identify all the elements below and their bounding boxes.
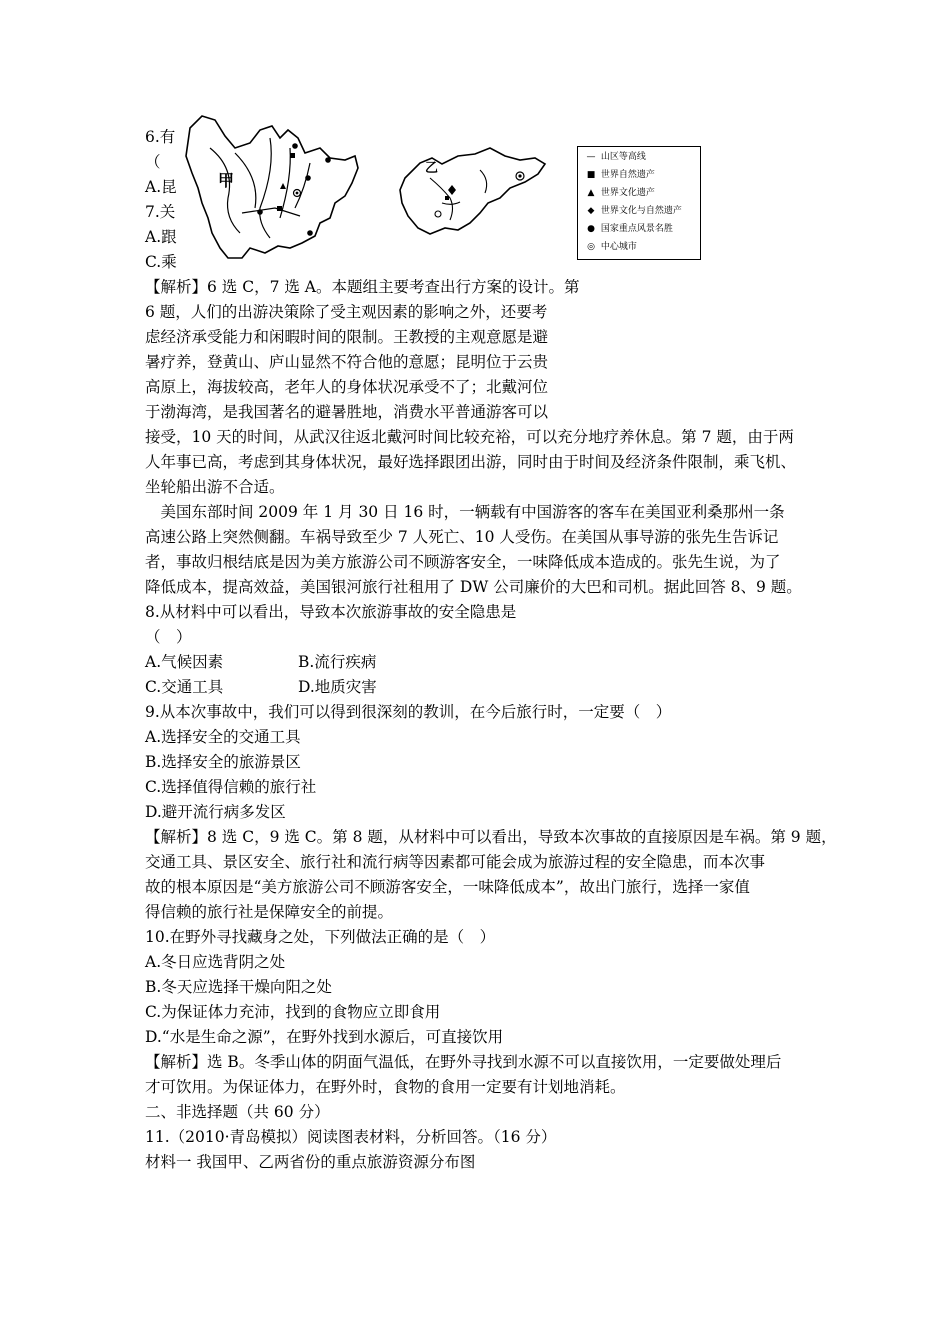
filled-circle-icon: ● [587, 224, 595, 234]
analysis-89-line-1: 【解析】8 选 C，9 选 C。第 8 题，从材料中可以看出，导致本次事故的直接原因是车祸。第 9 题， [145, 828, 837, 846]
map-legend [577, 146, 701, 260]
filled-square-icon: ■ [586, 170, 596, 180]
analysis-89-line-4: 得信赖的旅行社是保障安全的前提。 [145, 903, 394, 921]
q9-option-a: A.选择安全的交通工具 [145, 728, 301, 746]
material-1-caption: 材料一 我国甲、乙两省份的重点旅游资源分布图 [145, 1153, 476, 1171]
analysis-89-line-3: 故的根本原因是“美方旅游公司不顾游客安全，一味降低成本”，故出门旅行，选择一家值 [145, 878, 750, 896]
q10-option-a: A.冬日应选背阴之处 [145, 953, 286, 971]
legend-label: 世界文化遗产 [600, 188, 655, 198]
analysis-67-line-2: 6 题，人们的出游决策除了受主观因素的影响之外，还要考 [145, 303, 548, 321]
material-paragraph-line-2: 高速公路上突然侧翻。车祸导致至少 7 人死亡、10 人受伤。在美国从事导游的张先生告诉记 [145, 528, 779, 546]
q6-option-a-fragment: A.昆 [145, 178, 177, 196]
legend-row-natural-heritage [584, 169, 655, 181]
analysis-67-line-7: 接受，10 天的时间，从武汉往返北戴河时间比较充裕，可以充分地疗养休息。第 7 题，由于两 [145, 428, 794, 446]
q8-option-d: D.地质灾害 [298, 678, 377, 696]
legend-label: 中心城市 [600, 242, 637, 252]
legend-row-scenic-area [584, 223, 673, 235]
q10-option-d: D.“水是生命之源”，在野外找到水源后，可直接饮用 [145, 1028, 504, 1046]
filled-triangle-icon: ▲ [587, 188, 595, 198]
q8-option-a: A.气候因素 [145, 653, 224, 671]
q9-stem: 9.从本次事故中，我们可以得到很深刻的教训，在今后旅行时，一定要（ ） [145, 703, 672, 721]
filled-diamond-icon: ◆ [587, 206, 595, 216]
jia-label: 甲 [218, 171, 235, 190]
legend-label: 山区等高线 [600, 152, 646, 162]
legend-row-mixed-heritage [584, 205, 682, 217]
double-circle-icon: ◎ [587, 242, 595, 252]
legend-row-central-city [584, 241, 637, 253]
analysis-67-line-3: 虑经济承受能力和闲暇时间的限制。王教授的主观意愿是避 [145, 328, 549, 346]
q7-fragment: 7.关 [145, 203, 176, 221]
q9-option-d: D.避开流行病多发区 [145, 803, 286, 821]
legend-row-contour [584, 151, 646, 163]
analysis-67-first-line: 【解析】6 选 C，7 选 A。本题组主要考查出行方案的设计。第 [145, 278, 580, 296]
material-paragraph-line-3: 者，事故归根结底是因为美方旅游公司不顾游客安全，一味降低成本造成的。张先生说，为了 [145, 553, 781, 571]
analysis-67-line-6: 于渤海湾，是我国著名的避暑胜地，消费水平普通游客可以 [145, 403, 549, 421]
q10-option-c: C.为保证体力充沛，找到的食物应立即食用 [145, 1003, 441, 1021]
material-paragraph-line-1: 美国东部时间 2009 年 1 月 30 日 16 时，一辆载有中国游客的客车在美国亚利桑那州一条 [145, 503, 785, 521]
analysis-67-line-5: 高原上，海拔较高，老年人的身体状况承受不了；北戴河位 [145, 378, 549, 396]
q8-paren: （ ） [145, 628, 192, 646]
yi-label: 乙 [425, 161, 439, 176]
material-paragraph-line-4: 降低成本，提高效益，美国银河旅行社租用了 DW 公司廉价的大巴和司机。据此回答 8、9 题。 [145, 578, 802, 596]
legend-label: 国家重点风景名胜 [600, 224, 673, 234]
q10-option-b: B.冬天应选择干燥向阳之处 [145, 978, 332, 996]
q6-fragment: 6.有 [145, 128, 176, 146]
analysis-67-line-8: 人年事已高，考虑到其身体状况，最好选择跟团出游，同时由于时间及经济条件限制，乘飞机、 [145, 453, 797, 471]
q11-stem: 11.（2010·青岛模拟）阅读图表材料，分析回答。（16 分） [145, 1128, 557, 1146]
analysis-10-line-2: 才可饮用。为保证体力，在野外时，食物的食用一定要有计划地消耗。 [145, 1078, 626, 1096]
yi-province-outline [400, 148, 545, 234]
legend-label: 世界文化与自然遗产 [600, 206, 682, 216]
analysis-10-line-1: 【解析】选 B。冬季山体的阴面气温低，在野外寻找到水源不可以直接饮用，一定要做处理后 [145, 1053, 782, 1071]
q10-stem: 10.在野外寻找藏身之处，下列做法正确的是（ ） [145, 928, 496, 946]
q6-paren-fragment: （ [145, 153, 161, 171]
legend-row-cultural-heritage [584, 187, 655, 199]
q9-option-c: C.选择值得信赖的旅行社 [145, 778, 317, 796]
section-2-heading: 二、非选择题（共 60 分） [145, 1103, 330, 1121]
legend-label: 世界自然遗产 [600, 170, 655, 180]
analysis-67-line-4: 暑疗养，登黄山、庐山显然不符合他的意愿；昆明位于云贵 [145, 353, 549, 371]
analysis-67-line-9: 坐轮船出游不合适。 [145, 478, 285, 496]
q8-option-b: B.流行疾病 [298, 653, 377, 671]
q7-option-a-fragment: A.跟 [145, 228, 177, 246]
jia-province-outline [186, 116, 358, 258]
analysis-89-line-2: 交通工具、景区安全、旅行社和流行病等因素都可能会成为旅游过程的安全隐患，而本次事 [145, 853, 766, 871]
q9-option-b: B.选择安全的旅游景区 [145, 753, 301, 771]
q8-stem: 8.从材料中可以看出，导致本次旅游事故的安全隐患是 [145, 603, 517, 621]
q8-option-c: C.交通工具 [145, 678, 224, 696]
q7-option-c-fragment: C.乘 [145, 253, 177, 271]
contour-line-icon: — [586, 152, 596, 162]
